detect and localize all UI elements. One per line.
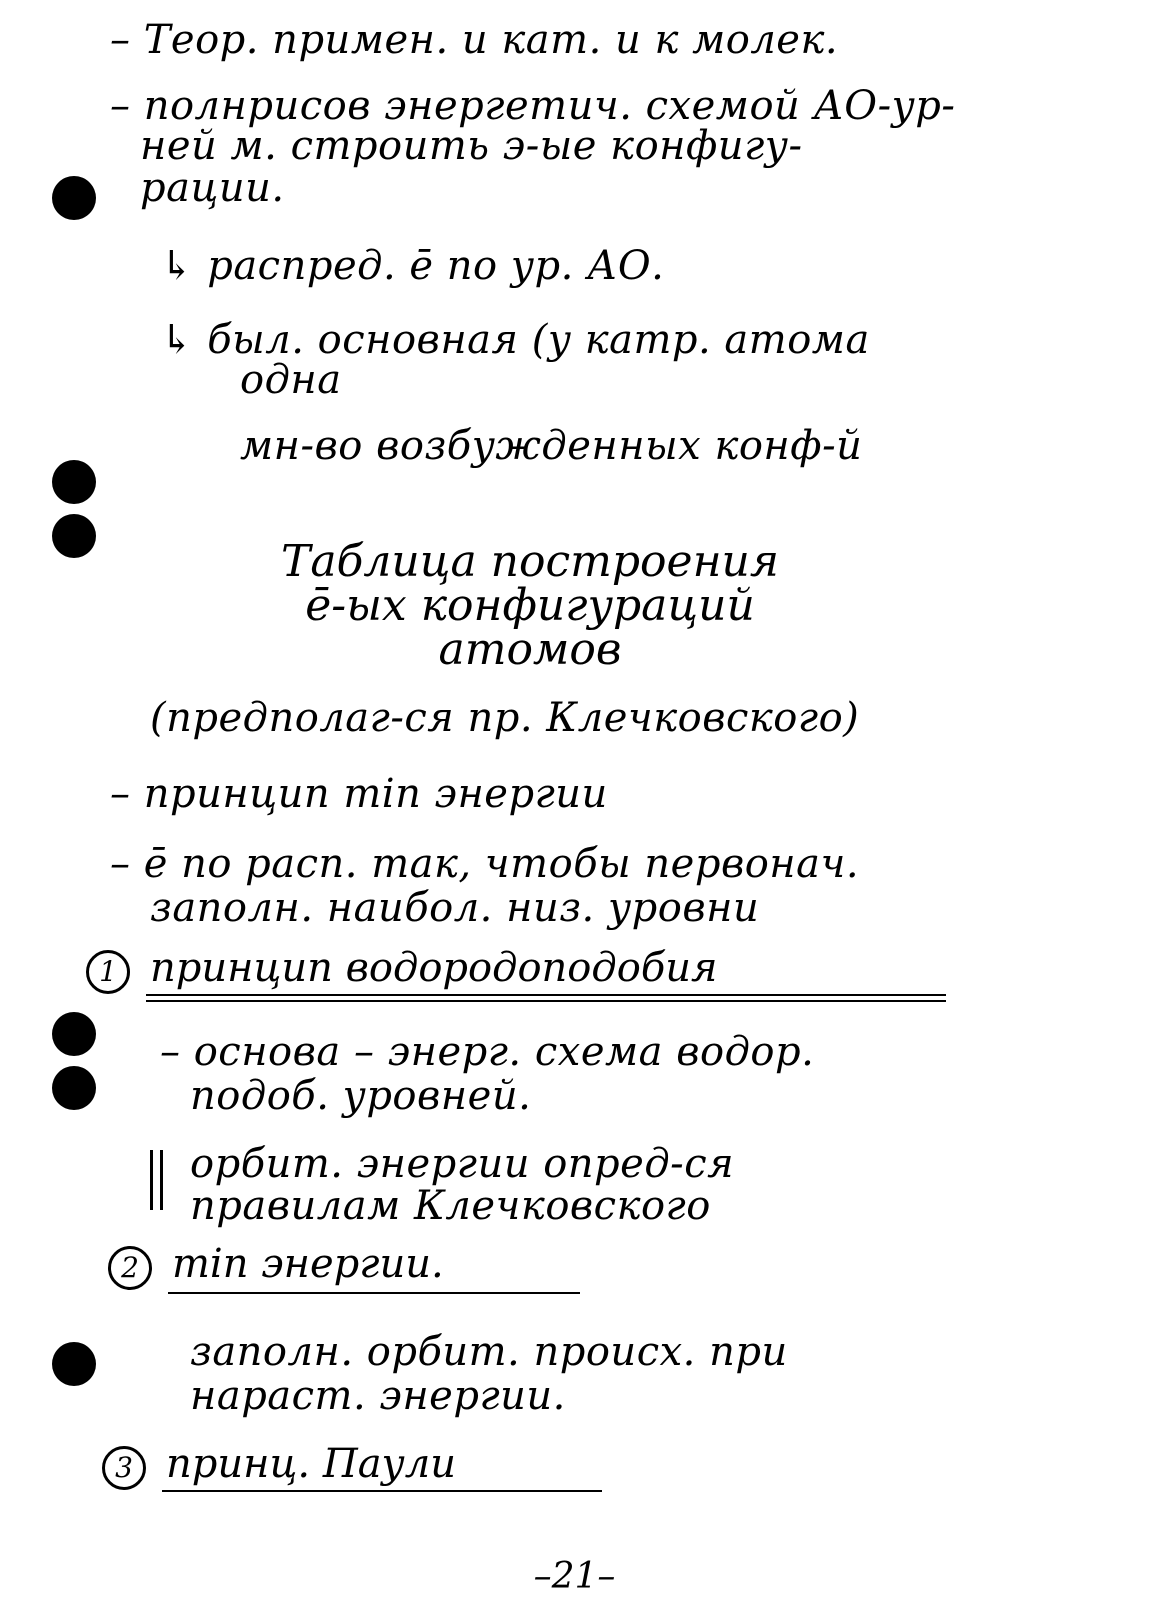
text-line: – основа – энерг. схема водор. (160, 1029, 815, 1075)
text-line: – Теор. примен. и кат. и к молек. (110, 17, 839, 63)
text-line: – принцип min энергии (110, 771, 608, 817)
text-line: одна (240, 357, 342, 403)
text-line: орбит. энергии опред-ся (190, 1141, 735, 1187)
margin-bullet (52, 1012, 96, 1056)
text-line: ↳ был. основная (у катр. атома (160, 317, 870, 363)
circled-number: 2 (108, 1246, 152, 1290)
margin-bullet (52, 514, 96, 558)
heading-underline (146, 994, 946, 996)
principle-heading: принц. Паули (166, 1441, 456, 1487)
heading-underline (168, 1292, 580, 1294)
circled-number: 3 (102, 1446, 146, 1490)
text-line: нараст. энергии. (190, 1373, 566, 1419)
margin-bullet (52, 460, 96, 504)
margin-bullet (52, 1342, 96, 1386)
text-line: – полнрисов энергетич. схемой АО-ур- (110, 83, 956, 129)
principle-heading: принцип водородоподобия (150, 945, 718, 991)
principle-heading: min энергии. (172, 1241, 444, 1287)
heading-underline (162, 1490, 602, 1492)
text-line: – ē по расп. так, чтобы первонач. (110, 841, 860, 887)
margin-bullet (52, 1066, 96, 1110)
page-number: –21– (533, 1556, 616, 1597)
text-line: рации. (140, 165, 285, 211)
heading-underline (146, 1000, 946, 1002)
text-line: правилам Клечковского (190, 1183, 711, 1229)
section-title-line: атомов (438, 624, 622, 675)
text-line: ней м. строить э-ые конфигу- (140, 123, 803, 169)
text-line: мн-во возбужденных конф-й (240, 423, 863, 469)
margin-bullet (52, 176, 96, 220)
text-line: заполн. наибол. низ. уровни (150, 885, 760, 931)
section-title-line: ē-ых конфигураций (305, 580, 755, 631)
text-line: заполн. орбит. происх. при (190, 1329, 788, 1375)
text-line: (предполаг-ся пр. Клечковского) (150, 695, 860, 741)
text-line: ↳ распред. ē по ур. АО. (160, 243, 665, 289)
section-title-line: Таблица построения (280, 536, 780, 587)
margin-mark (150, 1150, 153, 1210)
circled-number: 1 (86, 950, 130, 994)
text-line: подоб. уровней. (190, 1073, 532, 1119)
margin-mark (160, 1150, 163, 1210)
